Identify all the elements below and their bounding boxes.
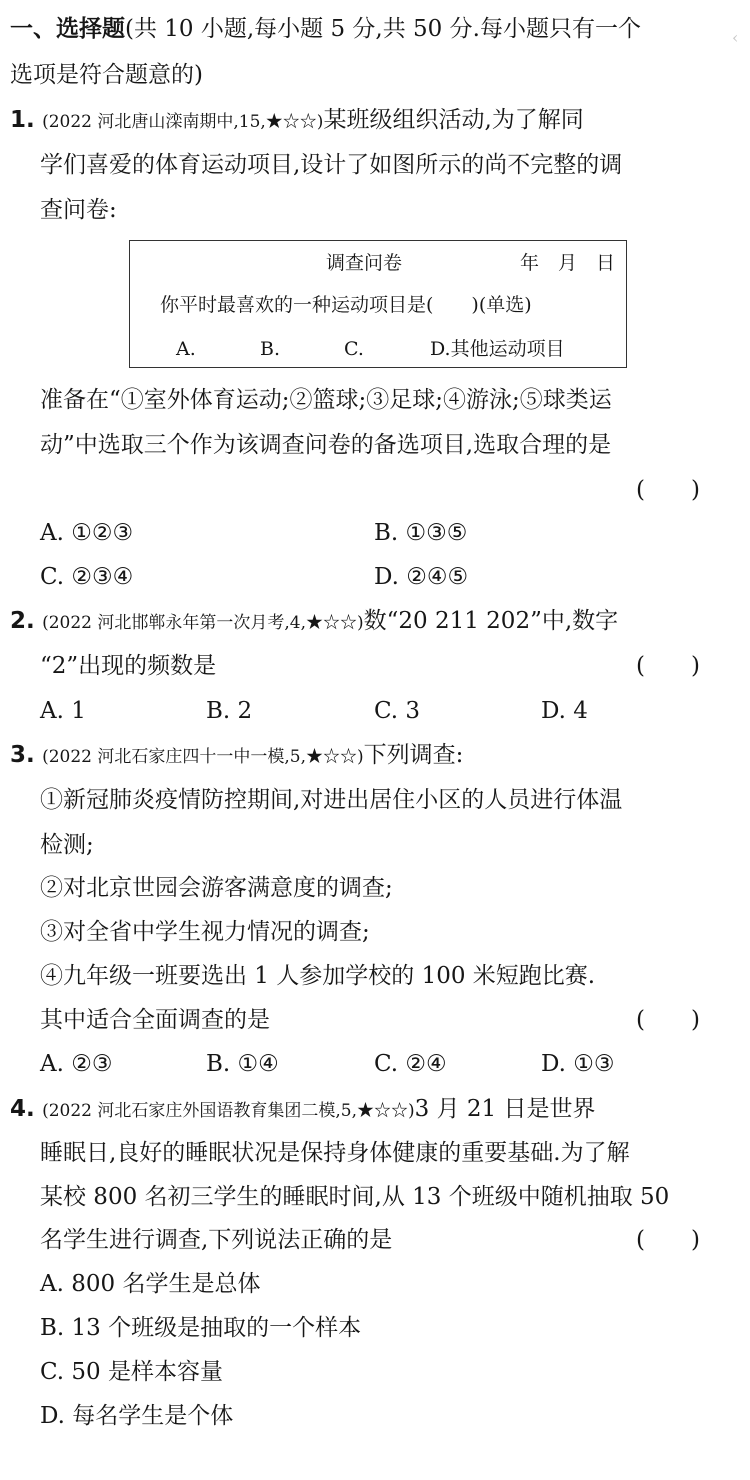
question-4-number: 4. bbox=[10, 1096, 35, 1122]
question-1-text-2: 学们喜爱的体育运动项目,设计了如图所示的尚不完整的调 bbox=[40, 152, 623, 178]
question-3-text-2: ①新冠肺炎疫情防控期间,对进出居住小区的人员进行体温 bbox=[40, 787, 623, 813]
question-3-text-5: ③对全省中学生视力情况的调查; bbox=[40, 919, 370, 945]
question-4-choice-b: B. 13 个班级是抽取的一个样本 bbox=[40, 1315, 362, 1341]
question-1-after-2: 动”中选取三个作为该调查问卷的备选项目,选取合理的是 bbox=[40, 432, 612, 458]
survey-question: 你平时最喜欢的一种运动项目是( )(单选) bbox=[160, 294, 532, 316]
question-2-line-1 bbox=[10, 606, 618, 638]
question-3-text-3: 检测; bbox=[40, 832, 94, 858]
survey-option-b: B. bbox=[260, 338, 281, 360]
survey-date: 年 月 日 bbox=[520, 252, 616, 274]
question-3-line-1 bbox=[10, 740, 463, 772]
question-1-answer-blank: ( ) bbox=[636, 477, 700, 503]
question-1-after-1: 准备在“①室外体育运动;②篮球;③足球;④游泳;⑤球类运 bbox=[40, 387, 612, 413]
question-2-choice-c: C. 3 bbox=[374, 698, 421, 724]
section-instructions-1: (共 10 小题,每小题 5 分,共 50 分.每小题只有一个 bbox=[125, 16, 641, 42]
question-3-source: (2022 河北石家庄四十一中一模,5,★☆☆) bbox=[42, 747, 364, 767]
question-2-text-1: 数“20 211 202”中,数字 bbox=[363, 608, 619, 634]
question-2-answer-blank: ( ) bbox=[636, 653, 700, 679]
survey-questionnaire-box bbox=[129, 240, 627, 368]
question-3-text-1: 下列调查: bbox=[363, 742, 464, 768]
question-1-choice-b: B. ①③⑤ bbox=[374, 520, 468, 546]
question-1-choice-a: A. ①②③ bbox=[40, 520, 134, 546]
question-2-choice-a: A. 1 bbox=[40, 698, 86, 724]
question-3-text-4: ②对北京世园会游客满意度的调查; bbox=[40, 875, 393, 901]
question-3-choice-b: B. ①④ bbox=[206, 1051, 279, 1077]
section-instructions-2: 选项是符合题意的) bbox=[10, 62, 203, 88]
question-1-number: 1. bbox=[10, 107, 35, 133]
question-1-text-1: 某班级组织活动,为了解同 bbox=[323, 107, 584, 133]
question-4-answer-blank: ( ) bbox=[636, 1227, 700, 1253]
section-heading-line bbox=[10, 14, 641, 44]
question-2-source: (2022 河北邯郸永年第一次月考,4,★☆☆) bbox=[42, 613, 364, 633]
question-4-line-1 bbox=[10, 1094, 595, 1126]
question-3-text-6: ④九年级一班要选出 1 人参加学校的 100 米短跑比赛. bbox=[40, 963, 596, 989]
question-3-text-7: 其中适合全面调查的是 bbox=[40, 1007, 270, 1033]
question-4-choice-c: C. 50 是样本容量 bbox=[40, 1359, 223, 1385]
question-4-text-4: 名学生进行调查,下列说法正确的是 bbox=[40, 1227, 393, 1253]
question-3-answer-blank: ( ) bbox=[636, 1007, 700, 1033]
question-4-text-3: 某校 800 名初三学生的睡眠时间,从 13 个班级中随机抽取 50 bbox=[40, 1184, 670, 1210]
question-3-choice-c: C. ②④ bbox=[374, 1051, 447, 1077]
question-4-source: (2022 河北石家庄外国语教育集团二模,5,★☆☆) bbox=[42, 1101, 415, 1121]
section-heading: 一、选择题 bbox=[10, 15, 125, 42]
question-2-choice-b: B. 2 bbox=[206, 698, 253, 724]
question-3-number: 3. bbox=[10, 742, 35, 768]
survey-title: 调查问卷 bbox=[326, 252, 403, 274]
survey-option-a: A. bbox=[176, 338, 196, 360]
question-1-line-1 bbox=[10, 105, 584, 137]
survey-option-d: D.其他运动项目 bbox=[430, 338, 565, 360]
question-4-text-1: 3 月 21 日是世界 bbox=[414, 1096, 596, 1122]
question-4-choice-d: D. 每名学生是个体 bbox=[40, 1403, 234, 1429]
question-1-source: (2022 河北唐山滦南期中,15,★☆☆) bbox=[42, 112, 324, 132]
question-3-choice-d: D. ①③ bbox=[541, 1051, 615, 1077]
question-1-choice-c: C. ②③④ bbox=[40, 564, 134, 590]
question-4-text-2: 睡眠日,良好的睡眠状况是保持身体健康的重要基础.为了解 bbox=[40, 1140, 630, 1166]
question-2-choice-d: D. 4 bbox=[541, 698, 588, 724]
question-4-choice-a: A. 800 名学生是总体 bbox=[40, 1271, 261, 1297]
question-2-number: 2. bbox=[10, 608, 35, 634]
question-2-text-2: “2”出现的频数是 bbox=[40, 653, 217, 679]
survey-option-c: C. bbox=[344, 338, 364, 360]
question-1-choice-d: D. ②④⑤ bbox=[374, 564, 469, 590]
question-1-text-3: 查问卷: bbox=[40, 197, 117, 223]
margin-mark: ‹ bbox=[732, 28, 739, 47]
question-3-choice-a: A. ②③ bbox=[40, 1051, 113, 1077]
